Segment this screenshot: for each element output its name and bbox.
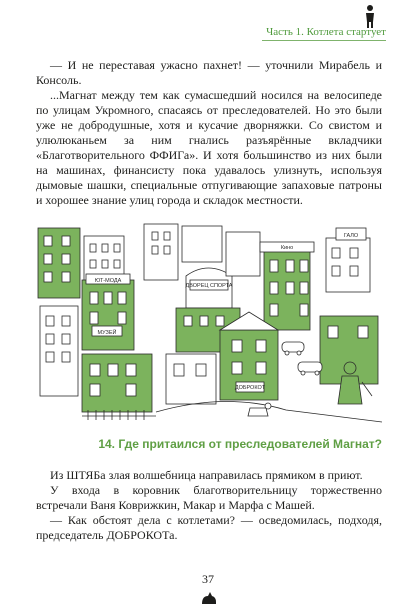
sign-galo: ГАЛО — [343, 233, 359, 239]
sign-yut-moda: ЮТ-МОДА — [94, 278, 122, 284]
child-silhouette-icon — [362, 4, 378, 28]
body-text-top — [36, 58, 382, 208]
figure-caption: 14. Где притаился от преследователей Магнат? — [98, 437, 382, 451]
city-street-illustration — [36, 222, 382, 424]
paragraph: У входа в коровник благотворительницу торжественно встречали Ваня Коврижкин, Макар и Марфа с Машей. — [36, 483, 382, 512]
paragraph: Из ШТЯБа злая волшебница направилась прямиком в приют. — [50, 468, 363, 482]
paragraph: — И не переставая ужасно пахнет! — уточнили Мирабель и Консоль. — [36, 58, 382, 87]
paragraph: ...Магнат между тем как сумасшедший носился на велосипеде по улицам Укромного, спасаясь от преследователей. Но это были уже не добродушные, хотя и кусачие дворняжки. Со свистом и улюлюканьем за ним гнались разъярённые вкладчики «Благотворительного ФФИГа». И хотя большинство из них были на машинах, финансисту пока удавалось улизнуть, используя дымовые шашки, специальные отпугивающие запахoвые патроны и хорошее знание улиц города и складок местности. — [36, 88, 382, 207]
page-number: 37 — [202, 572, 214, 586]
body-text-bottom — [36, 468, 382, 543]
sign-kino: Кино — [280, 245, 294, 251]
cat-silhouette-icon — [200, 590, 218, 606]
paragraph: — Как обстоят дела с котлетами? — осведомилась, подходя, председатель ДОБРОКОТа. — [36, 513, 382, 542]
sign-museum: МУЗЕЙ — [97, 330, 117, 336]
sign-dobrokot: ДОБРОКОТ — [234, 385, 266, 391]
sign-sport-palace: ДВОРЕЦ СПОРТА — [185, 283, 233, 289]
header-divider — [262, 40, 386, 41]
running-header: Часть 1. Котлета стартует — [266, 26, 386, 38]
